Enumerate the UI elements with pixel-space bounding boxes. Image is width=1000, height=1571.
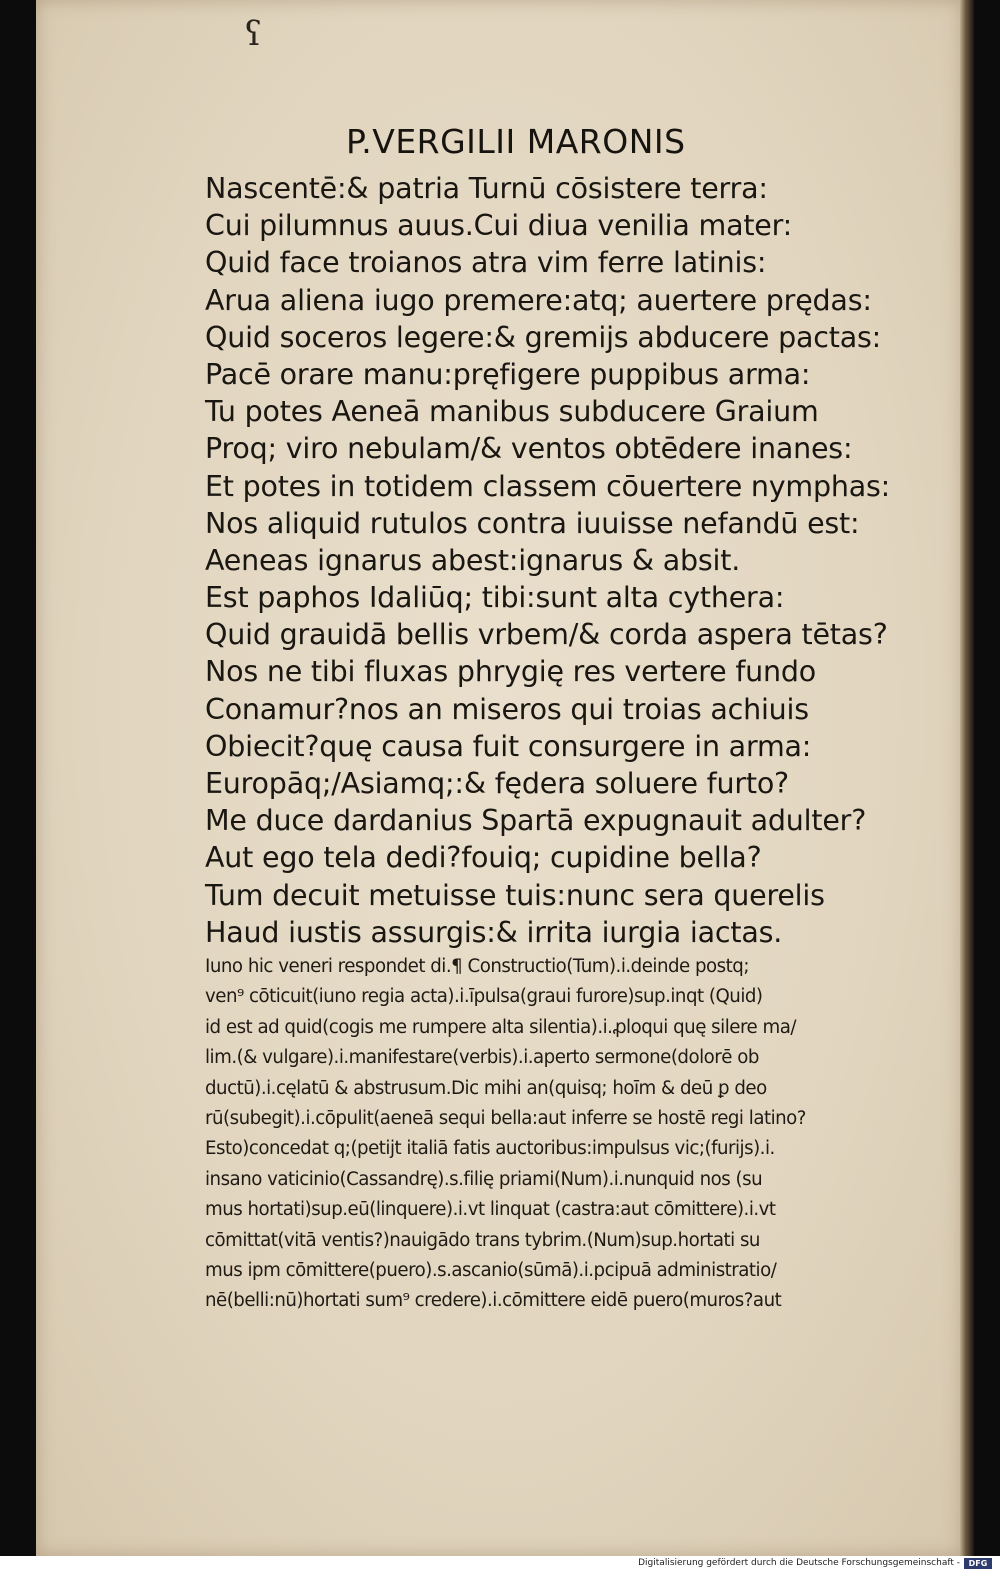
verse-line: Nascentē:& patria Turnū cōsistere terra: — [205, 172, 768, 205]
verse-line: Me duce dardanius Spartā expugnauit adulter? — [205, 804, 867, 838]
verse-line: Aeneas ignarus abest:ignarus & absit. — [205, 543, 741, 577]
commentary-block — [205, 952, 930, 1317]
commentary-line: cōmittat(vitā ventis?)nauigādo trans tybrim.(Num)sup.hortati su — [205, 1229, 760, 1251]
verse-line: Proq; viro nebulam/& ventos obtēdere inanes: — [205, 432, 853, 466]
verse-line: Aut ego tela dedi?fouiq; cupidine bella? — [205, 841, 762, 875]
commentary-line: Iuno hic veneri respondet di.¶ Constructio(Tum).i.deinde postq; — [205, 956, 749, 977]
verse-line: Haud iustis assurgis:& irrita iurgia iactas. — [205, 915, 783, 949]
verse-block — [205, 170, 925, 951]
verse-line: Arua aliena iugo premere:atq; auertere prędas: — [205, 283, 872, 317]
commentary-line: nē(belli:nū)hortati sum⁹ credere).i.cōmittere eidē puero(muros?aut — [205, 1290, 782, 1312]
commentary-line: id est ad quid(cogis me rumpere alta silentia).i.ꝓloqui quę silere ma/ — [205, 1016, 796, 1038]
verse-line: Quid face troianos atra vim ferre latinis: — [205, 246, 767, 280]
verse-line: Quid grauidā bellis vrbem/& corda aspera tētas? — [205, 618, 888, 652]
commentary-line: mus hortati)sup.eū(linquere).i.vt linquat (castra:aut cōmittere).i.vt — [205, 1199, 776, 1221]
verse-line: Nos aliquid rutulos contra iuuisse nefandū est: — [205, 506, 860, 540]
running-title: P.VERGILII MARONIS — [346, 122, 686, 161]
dfg-logo-icon: DFG — [964, 1558, 992, 1569]
commentary-line: Esto)concedat q;(petijt italiā fatis auctoribus:impulsus vic;(furijs).i. — [205, 1138, 775, 1160]
verse-line: Conamur?nos an miseros qui troias achiuis — [205, 692, 809, 726]
verse-line: Nos ne tibi fluxas phrygię res vertere fundo — [205, 655, 817, 689]
verse-line: Obiecit?quę causa fuit consurgere in arma: — [205, 729, 812, 763]
verse-line: Tu potes Aeneā manibus subducere Graium — [205, 395, 819, 429]
verse-line: Est paphos Idaliūq; tibi:sunt alta cythera: — [205, 581, 785, 615]
commentary-line: insano vaticinio(Cassandrę).s.filię priami(Num).i.nunquid nos (su — [205, 1168, 763, 1190]
verse-line: Et potes in totidem classem cōuertere nymphas: — [205, 469, 891, 503]
commentary-line: lim.(& vulgare).i.manifestare(verbis).i.aperto sermone(dolorē ob — [205, 1047, 759, 1069]
verse-line: Pacē orare manu:pręfigere puppibus arma: — [205, 357, 811, 391]
commentary-line: mus ipm cōmittere(puero).s.ascanio(sūmā).i.pcipuā administratio/ — [205, 1259, 777, 1281]
footer-credit: Digitalisierung gefördert durch die Deutsche Forschungsgemeinschaft - — [638, 1558, 960, 1568]
commentary-line: ven⁹ cōticuit(iuno regia acta).i.īpulsa(graui furore)sup.inqt (Quid) — [205, 986, 763, 1008]
verse-line: Europāq;/Asiamq;:& fędera soluere furto? — [205, 767, 789, 800]
verse-line: Tum decuit metuisse tuis:nunc sera querelis — [205, 878, 825, 912]
page-edge — [960, 0, 974, 1556]
commentary-line: rū(subegit).i.cōpulit(aeneā sequi bella:aut inferre se hostē regi latino? — [205, 1107, 806, 1129]
commentary-line: ductū).i.cęlatū & abstrusum.Dic mihi an(quisq; hoīm & deū ꝑ deo — [205, 1077, 767, 1099]
corner-mark: ʕ — [244, 14, 263, 54]
verse-line: Quid soceros legere:& gremijs abducere pactas: — [205, 320, 882, 354]
footer-bar — [0, 1556, 1000, 1571]
verse-line: Cui pilumnus auus.Cui diua venilia mater: — [205, 209, 793, 243]
